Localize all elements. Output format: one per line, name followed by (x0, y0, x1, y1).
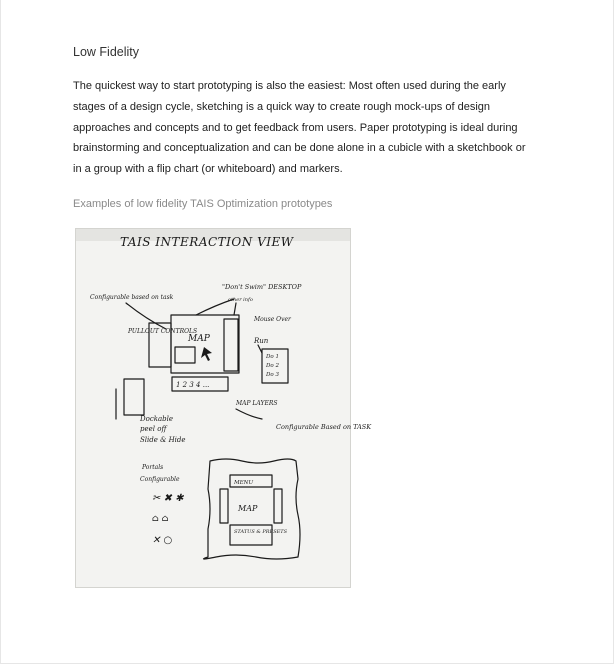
sketch-label: Do 2 (266, 363, 279, 369)
sketch-label: 1 2 3 4 ... (176, 381, 210, 389)
article-content (73, 44, 543, 212)
paragraph-line: approaches and concepts and to get feedback from users. Paper prototyping is ideal during (73, 121, 518, 134)
sketch-label: Dockable (140, 415, 174, 423)
sketch-photo (75, 228, 372, 588)
sketch-label: Mouse Over (254, 316, 291, 323)
sketch-glyph: ⌂ ⌂ (152, 514, 169, 524)
paragraph-line: brainstorming and conceptualization and can be done alone in a cubicle with a sketchbook or (73, 142, 526, 155)
sketch-label: Slide & Hide (140, 436, 186, 444)
sketch-label: STATUS & PRESETS (234, 529, 288, 535)
sketch-label: Configurable Based on TASK (276, 423, 372, 431)
sketch-label: Do 3 (266, 372, 279, 378)
section-heading: Low Fidelity (73, 45, 139, 59)
paragraph-line: stages of a design cycle, sketching is a quick way to create rough mock-ups of design (73, 100, 490, 113)
paragraph-line: The quickest way to start prototyping is also the easiest: Most often used during the early (73, 80, 506, 92)
sketch-label: PULLOUT CONTROLS (128, 328, 198, 335)
sketch-label: Do 1 (266, 354, 279, 360)
sketch-label: Portals (142, 464, 164, 471)
sketch-label: other info (228, 297, 253, 303)
sketch-label: MAP (188, 334, 210, 344)
paragraph-line: in a group with a flip chart (or whiteboard) and markers. (73, 163, 343, 176)
sketch-label: Run (254, 337, 269, 345)
sketch-title: TAIS INTERACTION VIEW (120, 235, 294, 249)
sketch-label: MAP LAYERS (236, 400, 278, 407)
sketch-glyph: ✕ ○ (152, 535, 173, 546)
sketch-label: peel off (140, 425, 167, 433)
sketch-label: MAP (238, 504, 258, 513)
sketch-label: MENU (234, 480, 254, 486)
sketch-label: "Don't Swim" DESKTOP (222, 283, 302, 291)
body-paragraph (73, 76, 543, 180)
figure-caption: Examples of low fidelity TAIS Optimization prototypes (73, 197, 333, 210)
sketch-label: Configurable (140, 476, 180, 483)
sketch-drawing (76, 229, 372, 587)
sketch-label: Configurable based on task (90, 294, 174, 301)
sketch-glyph: ✂ ✖ ✱ (152, 493, 184, 504)
